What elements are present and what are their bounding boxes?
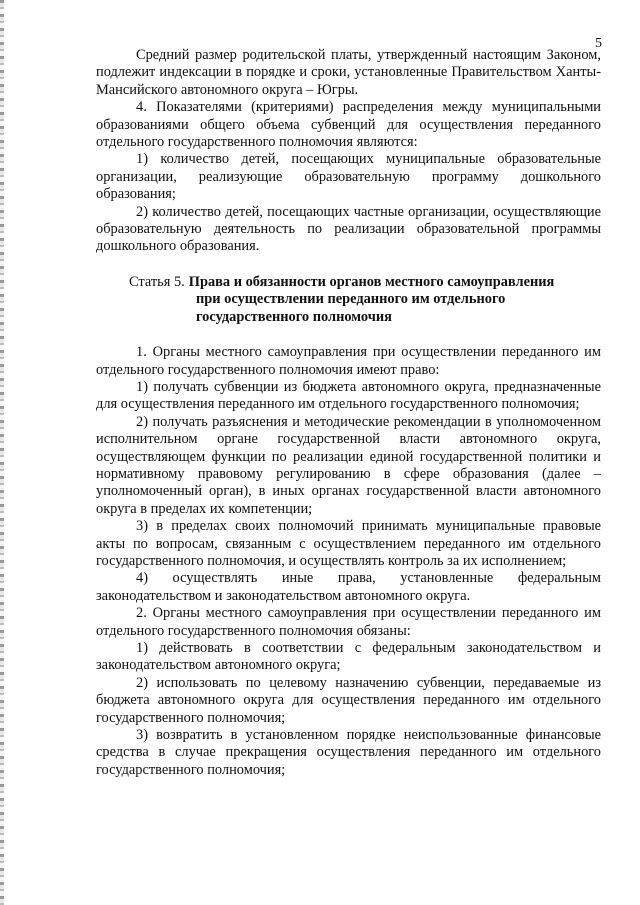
- article-title-line: государственного полномочия: [196, 308, 392, 325]
- list-item: 1) получать субвенции из бюджета автономного округа, предназначенные для осуществления переданного им отдельного государственного полномочия;: [96, 378, 601, 413]
- paragraph: 1. Органы местного самоуправления при осуществлении переданного им отдельного государственного полномочия имеют право:: [96, 344, 601, 378]
- list-item: 3) в пределах своих полномочий принимать муниципальные правовые акты по вопросам, связанным с осуществлением переданного им отдельного государственного полномочия, и осуществлять контроль за их исполнением;: [96, 518, 601, 569]
- list-item: 2) получать разъяснения и методические рекомендации в уполномоченном исполнительном органе государственной власти автономного округа, осуществляющем функции по реализации единой государственной политики и нормативному правовому регулированию в сфере образования (далее – уполномоченный орган), в иных органах государственной власти автономного округа в пределах их компетенции;: [96, 413, 601, 517]
- list-item: 1) количество детей, посещающих муниципальные образовательные организации, реализующие образовательную программу дошкольного образования;: [96, 151, 601, 203]
- list-item: 2) использовать по целевому назначению субвенции, передаваемые из бюджета автономного округа для осуществления переданного им отдельного государственного полномочия;: [96, 674, 601, 726]
- paragraph: 4. Показателями (критериями) распределения между муниципальными образованиями общего объема субвенций для осуществления переданного отдельного государственного полномочия являются:: [96, 99, 601, 151]
- page-number: 5: [595, 36, 602, 51]
- scan-edge: [0, 0, 4, 905]
- list-item: 4) осуществлять иные права, установленные федеральным законодательством и законодательством автономного округа.: [96, 570, 601, 604]
- list-item: 2) количество детей, посещающих частные организации, осуществляющие образовательную деятельность по реализации образовательной программы дошкольного образования.: [96, 203, 601, 255]
- paragraph: 2. Органы местного самоуправления при осуществлении переданного им отдельного государственного полномочия обязаны:: [96, 605, 601, 639]
- document-body: [96, 47, 601, 779]
- article-heading: [96, 274, 601, 326]
- list-item: 3) возвратить в установленном порядке неиспользованные финансовые средства в случае прекращения осуществления переданного им отдельного государственного полномочия;: [96, 727, 601, 778]
- paragraph: Средний размер родительской платы, утвержденный настоящим Законом, подлежит индексации в порядке и сроки, установленные Правительством Ханты-Мансийского автономного округа – Югры.: [96, 47, 601, 98]
- article-title-line: Права и обязанности органов местного самоуправления: [188, 273, 555, 290]
- list-item: 1) действовать в соответствии с федеральным законодательством и законодательством автономного округа;: [96, 640, 601, 674]
- article-label: Статья 5.: [129, 273, 185, 290]
- article-title-line: при осуществлении переданного им отдельного: [196, 291, 506, 308]
